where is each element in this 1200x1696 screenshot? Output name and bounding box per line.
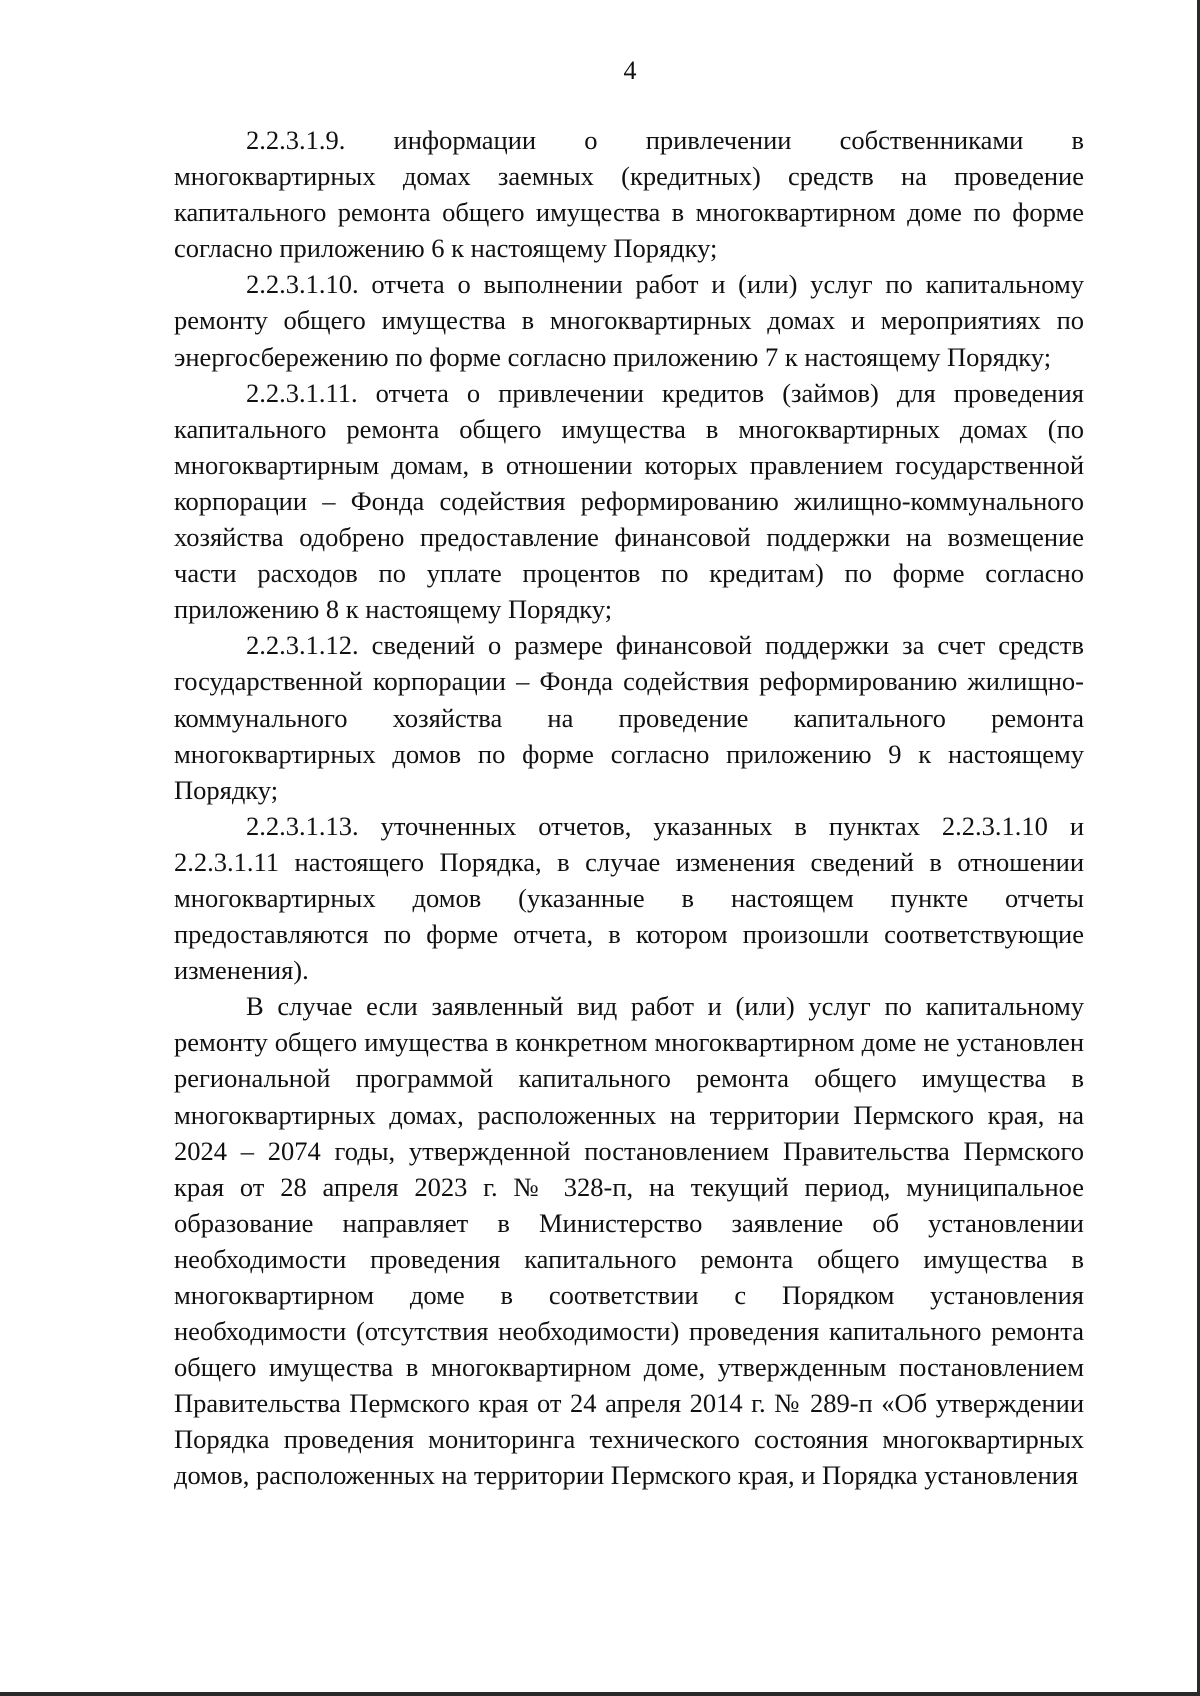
- paragraph-2-2-3-1-12: 2.2.3.1.12. сведений о размере финансовой поддержки за счет средств государственной корпорации – Фонда содействия реформированию жилищно-коммунального хозяйства на проведение капитального ремонта многоквартирных домов по форме согласно приложению 9 к настоящему Порядку;: [174, 630, 1084, 805]
- document-body: [174, 122, 1084, 1494]
- scan-edge-bottom: [0, 1692, 1200, 1696]
- page-number: 4: [623, 56, 637, 85]
- paragraph-2-2-3-1-9: 2.2.3.1.9. информации о привлечении собственниками в многоквартирных домах заемных (кредитных) средств на проведение капитального ремонта общего имущества в многоквартирном доме по форме согласно приложению 6 к настоящему Порядку;: [174, 125, 1084, 264]
- paragraph-2-2-3-1-13: 2.2.3.1.13. уточненных отчетов, указанных в пунктах 2.2.3.1.10 и 2.2.3.1.11 настоящего Порядка, в случае изменения сведений в отношении многоквартирных домов (указанные в настоящем пункте отчеты предоставляются по форме отчета, в котором произошли соответствующие изменения).: [174, 810, 1084, 986]
- paragraph-capital-repair-case: В случае если заявленный вид работ и (или) услуг по капитальному ремонту общего имущества в конкретном многоквартирном доме не установлен региональной программой капитального ремонта общего имущества в многоквартирных домах, расположенных на территории Пермского края, на 2024 – 2074 годы, утвержденной постановлением Правительства Пермского края от 28 апреля 2023 г. № 328-п, на текущий период, муниципальное образование направляет в Министерство заявление об установлении необходимости проведения капитального ремонта общего имущества в многоквартирном доме в соответствии с Порядком установления необходимости (отсутствия необходимости) проведения капитального ремонта общего имущества в многоквартирном доме, утвержденным постановлением Правительства Пермского края от 24 апреля 2014 г. № 289-п «Об утверждении Порядка проведения мониторинга технического состояния многоквартирных домов, расположенных на территории Пермского края, и Порядка установления: [174, 991, 1084, 1491]
- paragraph-2-2-3-1-11: 2.2.3.1.11. отчета о привлечении кредитов (займов) для проведения капитального ремонта общего имущества в многоквартирных домах (по многоквартирным домам, в отношении которых правлением государственной корпорации – Фонда содействия реформированию жилищно-коммунального хозяйства одобрено предоставление финансовой поддержки на возмещение части расходов по уплате процентов по кредитам) по форме согласно приложению 8 к настоящему Порядку;: [174, 377, 1084, 625]
- paragraph-2-2-3-1-10: 2.2.3.1.10. отчета о выполнении работ и (или) услуг по капитальному ремонту общего имущества в многоквартирных домах и мероприятиях по энергосбережению по форме согласно приложению 7 к настоящему Порядку;: [174, 269, 1084, 372]
